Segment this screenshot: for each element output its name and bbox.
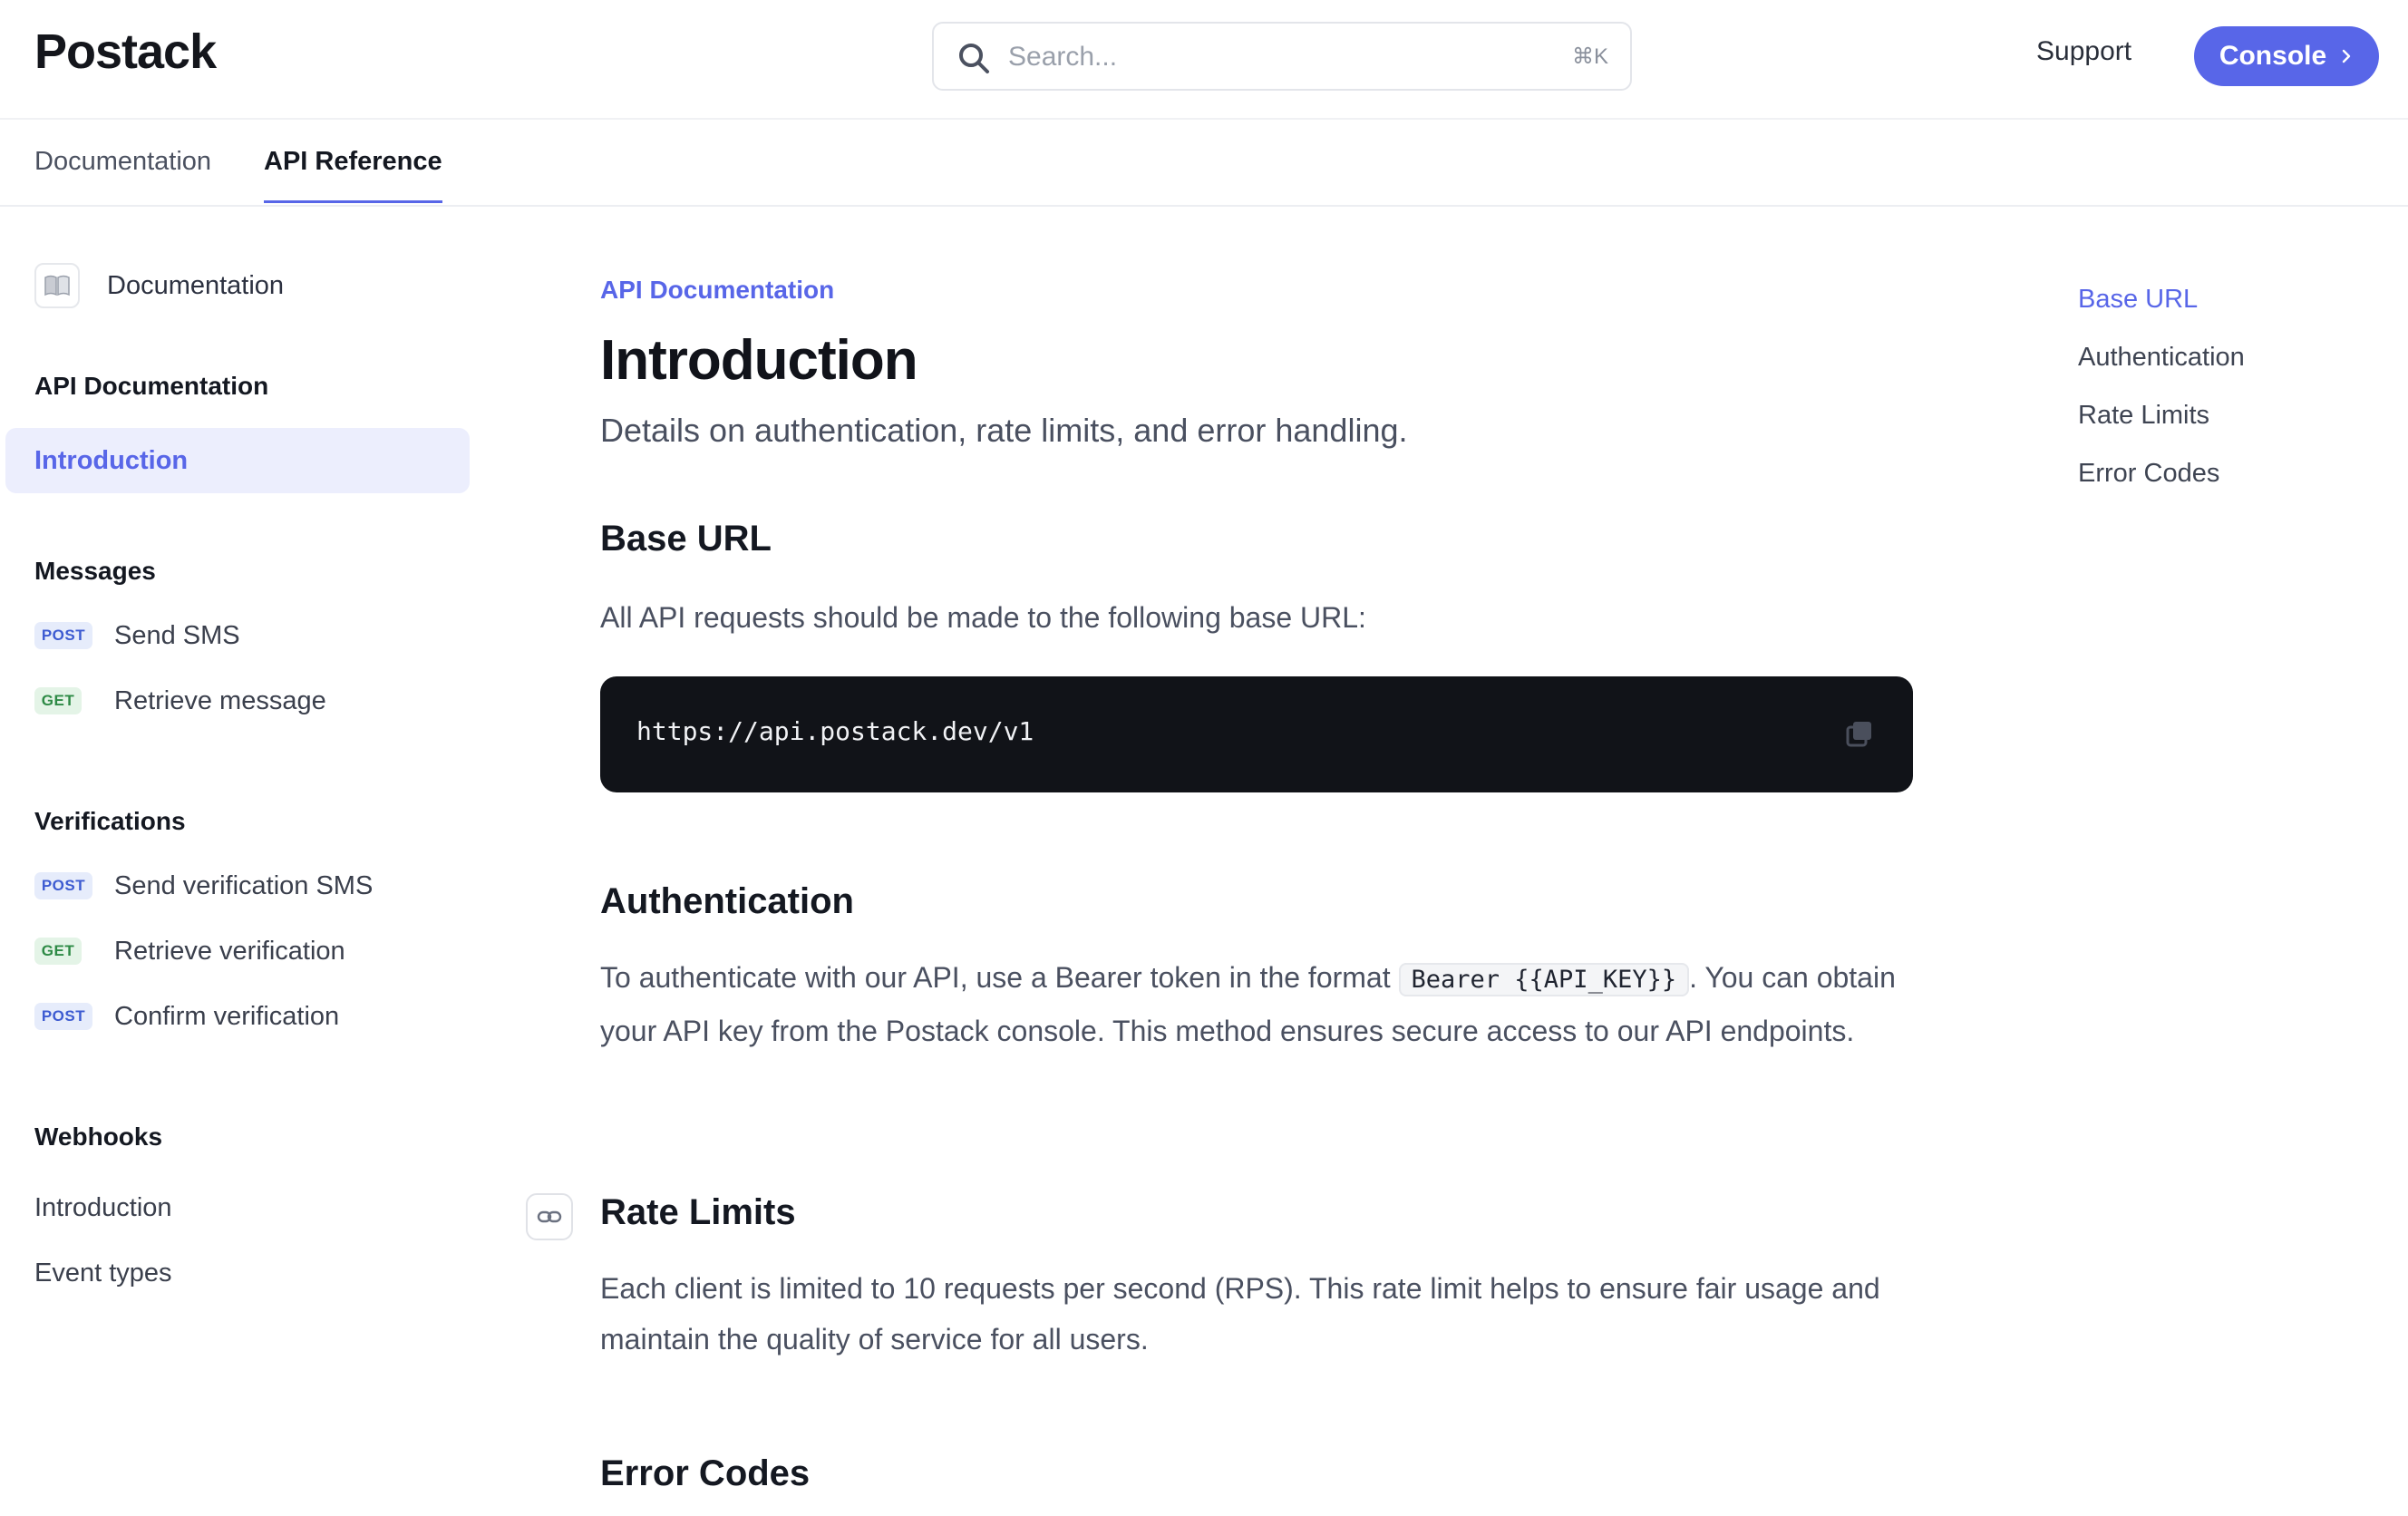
method-badge: POST xyxy=(34,622,92,649)
method-badge: GET xyxy=(34,938,82,965)
sidebar-heading-messages: Messages xyxy=(34,557,156,585)
search-input[interactable] xyxy=(1008,36,1516,78)
authentication-text xyxy=(600,952,1913,1056)
code-block xyxy=(600,676,1913,792)
sidebar-item-introduction[interactable]: Introduction xyxy=(5,428,470,493)
toc-item-rate-limits[interactable]: Rate Limits xyxy=(2078,401,2210,430)
copy-icon[interactable] xyxy=(1844,718,1877,751)
sidebar-item-send-sms[interactable] xyxy=(34,620,240,650)
sidebar-item-confirm-verification[interactable] xyxy=(34,1001,340,1031)
toc-item-error-codes[interactable]: Error Codes xyxy=(2078,459,2220,488)
rate-limits-text: Each client is limited to 10 requests per second (RPS). This rate limit helps to ensure fair usage and maintain the quality of service for all users. xyxy=(600,1272,1880,1356)
base-url-text: All API requests should be made to the following base URL: xyxy=(600,601,1366,634)
tab-api-reference[interactable]: API Reference xyxy=(264,147,442,203)
sidebar-item-retrieve-verification[interactable] xyxy=(34,936,345,966)
sidebar-item-label: Send SMS xyxy=(114,620,240,650)
search-icon xyxy=(956,40,992,76)
sidebar-heading-webhooks: Webhooks xyxy=(34,1122,163,1151)
sidebar-item-label: Send verification SMS xyxy=(114,870,374,900)
support-link[interactable]: Support xyxy=(2036,36,2132,66)
section-heading-error-codes: Error Codes xyxy=(600,1453,811,1493)
sidebar-item-event-types[interactable]: Event types xyxy=(34,1258,172,1288)
method-badge: POST xyxy=(34,1003,92,1030)
toc-item-base-url[interactable]: Base URL xyxy=(2078,285,2199,314)
sidebar-documentation-label: Documentation xyxy=(107,270,285,300)
book-icon xyxy=(34,263,80,308)
base-url-code: https://api.postack.dev/v1 xyxy=(636,716,1034,746)
sidebar-heading-api-documentation: API Documentation xyxy=(34,372,269,400)
section-heading-rate-limits: Rate Limits xyxy=(600,1192,796,1232)
sidebar-heading-verifications: Verifications xyxy=(34,807,186,835)
sidebar-item-label: Retrieve message xyxy=(114,685,326,715)
top-header xyxy=(0,0,2408,120)
bearer-token-code: Bearer {{API_KEY}} xyxy=(1399,963,1690,996)
logo[interactable]: Postack xyxy=(34,24,217,79)
anchor-link-button[interactable] xyxy=(526,1193,573,1240)
page-title: Introduction xyxy=(600,329,918,392)
authentication-text-before: To authenticate with our API, use a Bearer token in the format xyxy=(600,961,1399,994)
sidebar-item-label: Retrieve verification xyxy=(114,936,345,966)
search-shortcut: ⌘K xyxy=(1571,44,1608,69)
top-tabs xyxy=(0,120,2408,207)
sidebar-item-webhooks-introduction[interactable]: Introduction xyxy=(34,1193,172,1222)
sidebar-documentation-link[interactable] xyxy=(34,263,284,308)
sidebar-item-retrieve-message[interactable] xyxy=(34,685,326,715)
link-icon xyxy=(537,1204,562,1229)
console-button-label: Console xyxy=(2219,41,2327,71)
breadcrumb[interactable]: API Documentation xyxy=(600,276,835,304)
sidebar xyxy=(0,207,490,1516)
console-button[interactable] xyxy=(2194,26,2379,86)
search-box[interactable] xyxy=(932,22,1632,91)
section-heading-base-url: Base URL xyxy=(600,519,772,559)
sidebar-item-send-verification-sms[interactable] xyxy=(34,870,374,900)
page-description: Details on authentication, rate limits, and error handling. xyxy=(600,412,1408,449)
section-heading-authentication: Authentication xyxy=(600,881,854,921)
toc-item-authentication[interactable]: Authentication xyxy=(2078,343,2245,372)
authentication-text-after: . You can obtain your API key from the Postack console. This method ensures secure access to our API endpoints. xyxy=(600,961,1896,1047)
method-badge: GET xyxy=(34,687,82,714)
method-badge: POST xyxy=(34,872,92,899)
tab-documentation[interactable]: Documentation xyxy=(34,147,212,176)
sidebar-item-label: Confirm verification xyxy=(114,1001,340,1031)
chevron-right-icon xyxy=(2339,49,2354,63)
